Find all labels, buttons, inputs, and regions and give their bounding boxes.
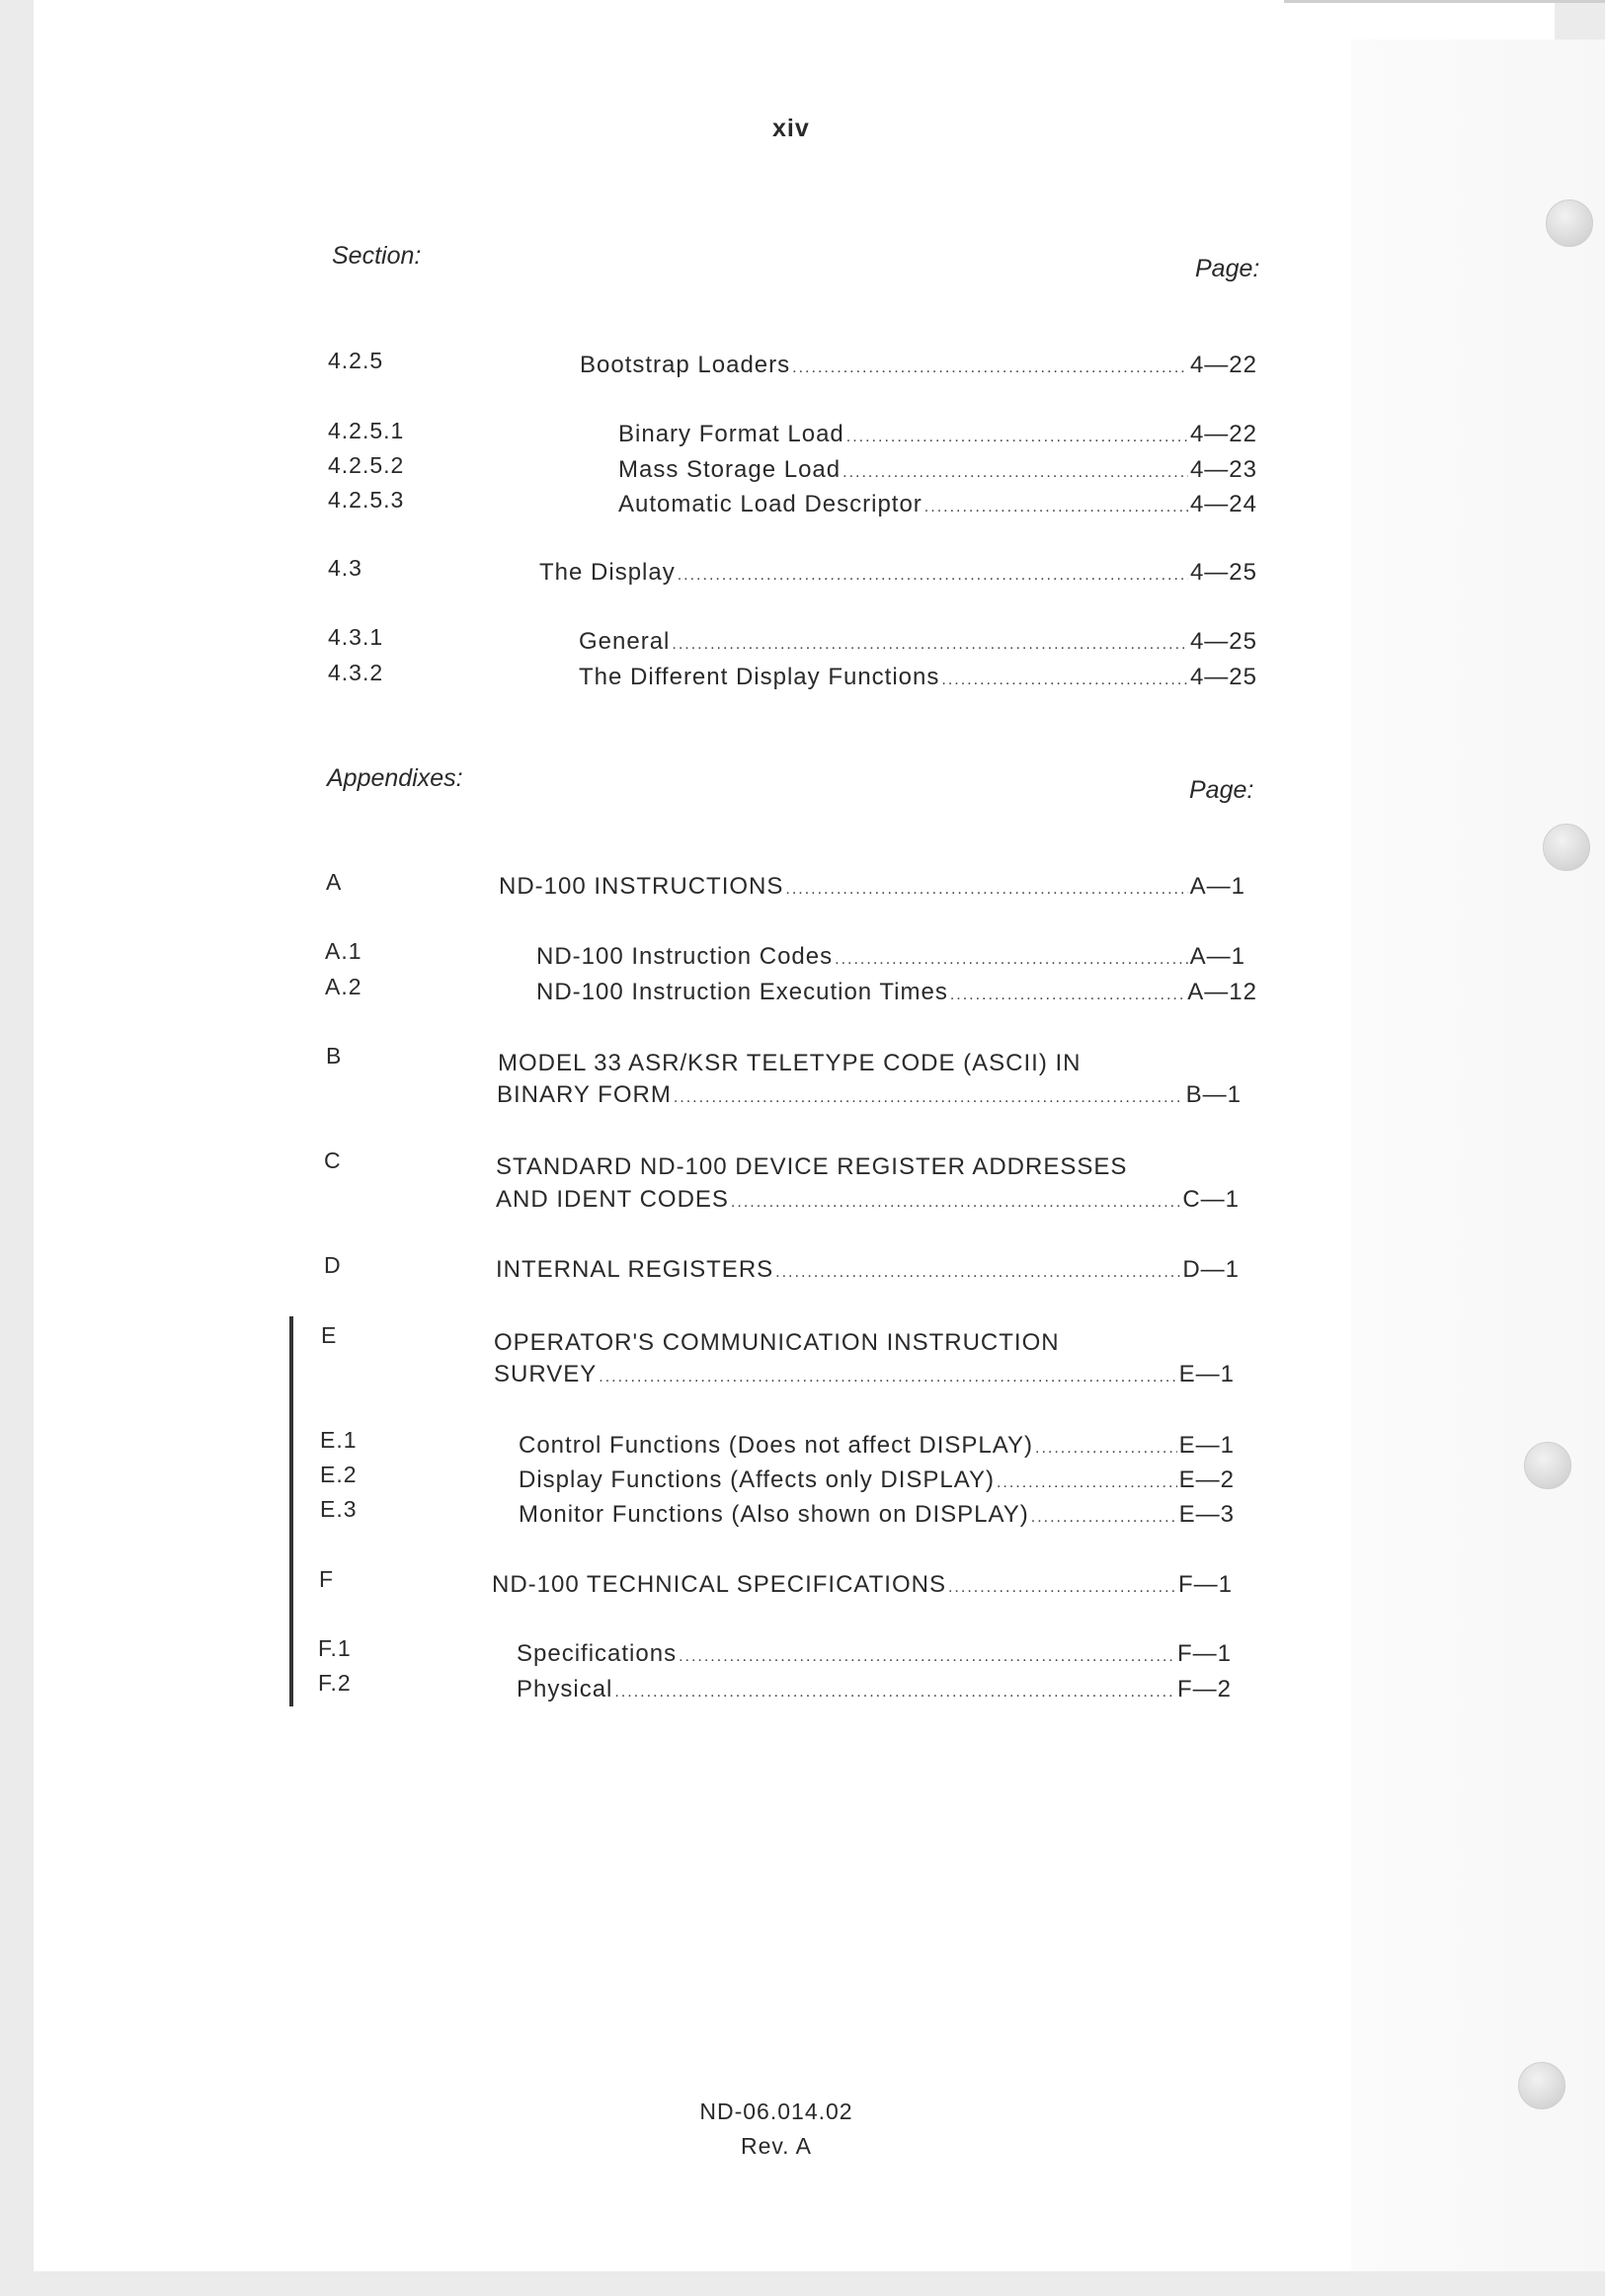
- dot-leader: [792, 359, 1188, 377]
- entry-title: Physical: [517, 1676, 613, 1702]
- entry-title: BINARY FORM: [497, 1081, 672, 1108]
- toc-entry[interactable]: [618, 421, 1257, 448]
- toc-entry[interactable]: [519, 1501, 1235, 1529]
- dot-leader: [614, 1684, 1175, 1702]
- entry-page: A—1: [1189, 943, 1245, 970]
- toc-entry[interactable]: [536, 979, 1257, 1006]
- dot-leader: [950, 987, 1185, 1004]
- section-heading: Section:: [332, 242, 422, 270]
- punch-hole-4: [1518, 2062, 1565, 2109]
- entry-title: General: [579, 628, 671, 655]
- dot-leader: [674, 1089, 1184, 1107]
- entry-title: The Different Display Functions: [579, 664, 940, 690]
- entry-title: ND-100 TECHNICAL SPECIFICATIONS: [492, 1571, 946, 1598]
- entry-title: Monitor Functions (Also shown on DISPLAY): [519, 1501, 1029, 1528]
- dot-leader: [678, 567, 1188, 585]
- entry-title: ND-100 Instruction Execution Times: [536, 979, 948, 1005]
- entry-page: E—1: [1178, 1361, 1235, 1387]
- entry-page: 4—25: [1189, 559, 1257, 586]
- toc-entry[interactable]: [517, 1676, 1232, 1703]
- document-number: ND-06.014.02: [699, 2098, 853, 2124]
- toc-entry[interactable]: [618, 456, 1257, 484]
- section-number: 4.3.2: [328, 660, 384, 685]
- entry-title-line1: MODEL 33 ASR/KSR TELETYPE CODE (ASCII) IN: [498, 1050, 1082, 1076]
- appendix-number: E.3: [320, 1496, 358, 1522]
- entry-title: Binary Format Load: [618, 421, 844, 447]
- entry-title: Automatic Load Descriptor: [618, 491, 923, 517]
- dot-leader: [1031, 1509, 1177, 1527]
- entry-title: ND-100 Instruction Codes: [536, 943, 834, 970]
- toc-entry[interactable]: [492, 1571, 1233, 1599]
- toc-entry[interactable]: [519, 1432, 1235, 1460]
- appendix-number: D: [324, 1252, 342, 1278]
- dot-leader: [672, 636, 1188, 654]
- toc-entry[interactable]: [579, 628, 1257, 656]
- section-number: 4.3.1: [328, 624, 384, 650]
- entry-title: SURVEY: [494, 1361, 598, 1387]
- toc-entry[interactable]: [499, 873, 1245, 901]
- dot-leader: [679, 1648, 1175, 1666]
- page-number: xiv: [772, 115, 810, 142]
- appendix-number: E.2: [320, 1462, 358, 1487]
- appendix-number: C: [324, 1148, 342, 1173]
- entry-page: E—3: [1178, 1501, 1235, 1528]
- dot-leader: [941, 672, 1188, 689]
- dot-leader: [599, 1369, 1176, 1386]
- toc-entry[interactable]: [536, 943, 1245, 971]
- revision-label: Rev. A: [740, 2133, 813, 2159]
- dot-leader: [785, 881, 1187, 899]
- section-number: 4.2.5.3: [328, 487, 405, 513]
- entry-page: 4—22: [1189, 421, 1257, 447]
- entry-title: Specifications: [517, 1640, 678, 1667]
- entry-page: A—12: [1187, 979, 1257, 1005]
- dot-leader: [731, 1194, 1180, 1212]
- dot-leader: [775, 1264, 1180, 1282]
- toc-entry[interactable]: [497, 1081, 1242, 1109]
- toc-entry[interactable]: [494, 1361, 1235, 1388]
- entry-page: 4—25: [1189, 628, 1257, 655]
- entry-page: F—1: [1177, 1571, 1233, 1598]
- toc-entry[interactable]: [496, 1256, 1240, 1284]
- entry-page: 4—22: [1189, 352, 1257, 378]
- section-number: 4.2.5: [328, 348, 384, 373]
- entry-title: Display Functions (Affects only DISPLAY): [519, 1466, 995, 1493]
- dot-leader: [1035, 1440, 1177, 1458]
- dot-leader: [924, 499, 1188, 516]
- entry-title: Control Functions (Does not affect DISPLAY): [519, 1432, 1033, 1459]
- dot-leader: [846, 429, 1188, 446]
- toc-entry[interactable]: [618, 491, 1257, 518]
- punch-hole-1: [1546, 199, 1593, 247]
- appendix-number: F: [319, 1566, 335, 1592]
- punch-hole-2: [1543, 824, 1590, 871]
- entry-title: AND IDENT CODES: [496, 1186, 729, 1213]
- entry-title-line1: STANDARD ND-100 DEVICE REGISTER ADDRESSES: [496, 1153, 1128, 1180]
- scan-edge-line: [1284, 0, 1605, 3]
- appendix-number: E: [321, 1322, 338, 1348]
- appendix-number: A.1: [325, 938, 362, 964]
- entry-page: A—1: [1189, 873, 1245, 900]
- revision-bar: [289, 1316, 293, 1706]
- dot-leader: [948, 1579, 1176, 1597]
- entry-page: 4—24: [1189, 491, 1257, 517]
- dot-leader: [835, 951, 1188, 969]
- appendix-number: B: [326, 1043, 343, 1069]
- toc-entry[interactable]: [539, 559, 1257, 587]
- section-number: 4.3: [328, 555, 362, 581]
- appendix-number: F.1: [318, 1635, 352, 1661]
- entry-title-line1: OPERATOR'S COMMUNICATION INSTRUCTION: [494, 1329, 1060, 1356]
- entry-page: E—2: [1178, 1466, 1235, 1493]
- dot-leader: [843, 464, 1188, 482]
- section-number: 4.2.5.2: [328, 452, 405, 478]
- entry-page: D—1: [1182, 1256, 1240, 1283]
- appendix-number: A.2: [325, 974, 362, 999]
- appendix-page-heading: Page:: [1189, 776, 1254, 804]
- appendix-number: A: [326, 869, 343, 895]
- toc-entry[interactable]: [519, 1466, 1235, 1494]
- entry-title: The Display: [539, 559, 676, 586]
- toc-entry[interactable]: [496, 1186, 1240, 1214]
- toc-entry[interactable]: [580, 352, 1257, 379]
- page-edge: [1351, 40, 1605, 2271]
- toc-entry[interactable]: [579, 664, 1257, 691]
- appendixes-heading: Appendixes:: [327, 764, 463, 792]
- entry-title: Bootstrap Loaders: [580, 352, 791, 378]
- entry-title: ND-100 INSTRUCTIONS: [499, 873, 784, 900]
- document-page: [34, 0, 1555, 2271]
- entry-page: B—1: [1185, 1081, 1242, 1108]
- entry-title: Mass Storage Load: [618, 456, 842, 483]
- dot-leader: [997, 1474, 1177, 1492]
- appendix-number: E.1: [320, 1427, 358, 1453]
- entry-page: 4—25: [1189, 664, 1257, 690]
- entry-page: 4—23: [1189, 456, 1257, 483]
- section-number: 4.2.5.1: [328, 418, 405, 443]
- entry-page: C—1: [1182, 1186, 1240, 1213]
- entry-title: INTERNAL REGISTERS: [496, 1256, 774, 1283]
- toc-entry[interactable]: [517, 1640, 1232, 1668]
- section-page-heading: Page:: [1195, 255, 1260, 282]
- entry-page: E—1: [1178, 1432, 1235, 1459]
- entry-page: F—2: [1176, 1676, 1232, 1702]
- entry-page: F—1: [1176, 1640, 1232, 1667]
- punch-hole-3: [1524, 1442, 1571, 1489]
- appendix-number: F.2: [318, 1670, 352, 1696]
